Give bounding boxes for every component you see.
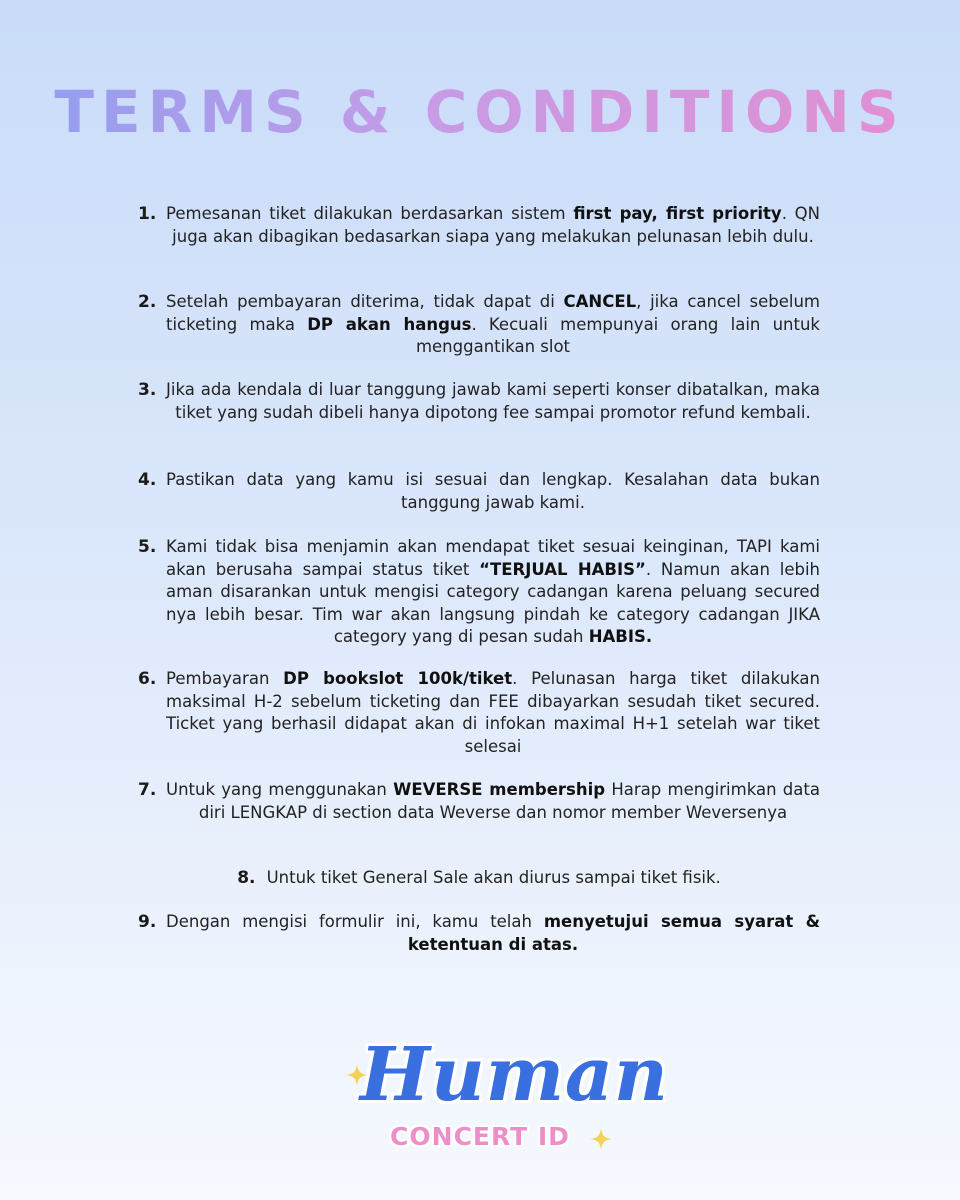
term-number: 9. — [138, 912, 157, 932]
term-text: Untuk yang menggunakan WEVERSE membership Harap mengirimkan data diri LENGKAP di section data Weverse dan nomor member Weversenya — [166, 780, 820, 822]
term-text: Pastikan data yang kamu isi sesuai dan lengkap. Kesalahan data bukan tanggung jawab kami. — [166, 470, 820, 512]
term-number: 7. — [138, 780, 157, 800]
term-item-3 — [138, 379, 820, 424]
term-number: 2. — [138, 292, 157, 312]
term-item-4 — [138, 469, 820, 514]
logo-subtitle: CONCERT ID — [390, 1122, 570, 1151]
logo-wordmark: Human — [360, 1032, 669, 1118]
term-number: 1. — [138, 204, 157, 224]
term-item-5 — [138, 536, 820, 649]
page-title: TERMS & CONDITIONS — [0, 78, 960, 146]
term-number: 5. — [138, 537, 157, 557]
term-text: Kami tidak bisa menjamin akan mendapat tiket sesuai keinginan, TAPI kami akan berusaha sampai status tiket “TERJUAL HABIS”. Namun akan lebih aman disarankan untuk mengisi category cadangan karena peluang secured nya lebih besar. Tim war akan langsung pindah ke category cadangan JIKA category yang di pesan sudah HABIS. — [166, 537, 820, 646]
term-text: Pemesanan tiket dilakukan berdasarkan sistem first pay, first priority. QN juga akan dibagikan bedasarkan siapa yang melakukan pelunasan lebih dulu. — [166, 204, 820, 246]
term-text: Untuk tiket General Sale akan diurus sampai tiket fisik. — [266, 868, 721, 887]
term-number: 4. — [138, 470, 157, 490]
term-text: Dengan mengisi formulir ini, kamu telah menyetujui semua syarat & ketentuan di atas. — [166, 912, 820, 954]
term-item-9 — [138, 911, 820, 956]
term-text: Pembayaran DP bookslot 100k/tiket. Pelunasan harga tiket dilakukan maksimal H-2 sebelum ticketing dan FEE dibayarkan sesudah tiket secured. Ticket yang berhasil didapat akan di infokan maximal H+1 setelah war tiket selesai — [166, 669, 820, 756]
term-item-6 — [138, 668, 820, 758]
term-item-7 — [138, 779, 820, 824]
term-number: 6. — [138, 669, 157, 689]
term-item-2 — [138, 291, 820, 359]
term-text: Setelah pembayaran diterima, tidak dapat di CANCEL, jika cancel sebelum ticketing maka DP akan hangus. Kecuali mempunyai orang lain untuk menggantikan slot — [166, 292, 820, 356]
term-item-1 — [138, 203, 820, 248]
term-number: 3. — [138, 380, 157, 400]
term-item-8 — [138, 867, 820, 890]
brand-logo — [340, 1030, 669, 1170]
term-number: 8. — [237, 868, 256, 888]
term-text: Jika ada kendala di luar tanggung jawab kami seperti konser dibatalkan, maka tiket yang sudah dibeli hanya dipotong fee sampai promotor refund kembali. — [166, 380, 820, 422]
sparkle-icon — [590, 1128, 612, 1150]
